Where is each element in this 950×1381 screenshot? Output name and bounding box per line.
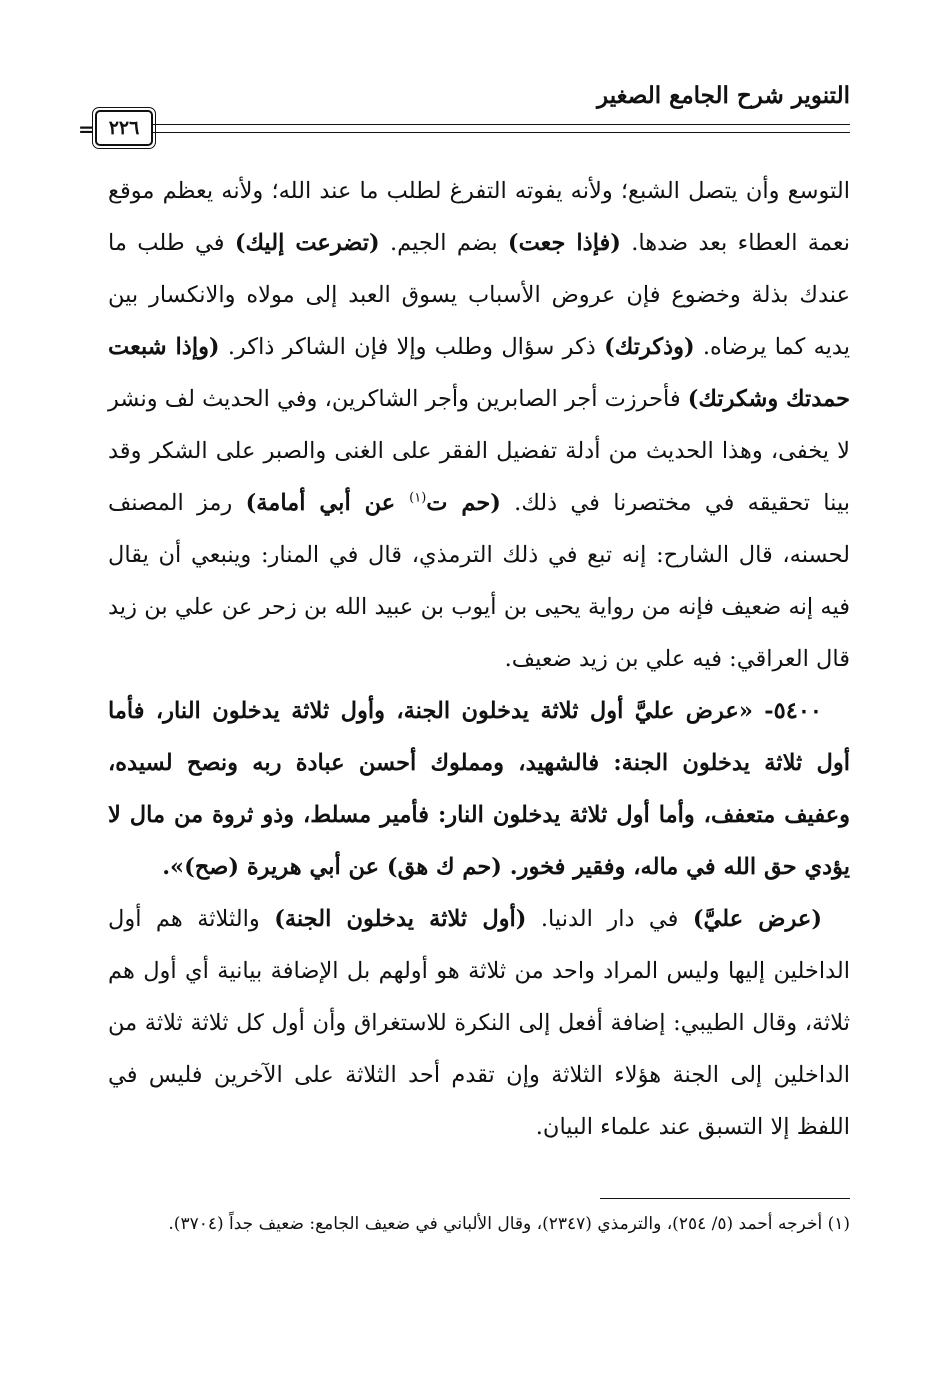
- footnote-marker: (١): [409, 490, 427, 506]
- main-text: [108, 165, 850, 1153]
- footnote-text: (١) أخرجه أحمد (٥/ ٢٥٤)، والترمذي (٢٣٤٧)، وقال الألباني في ضعيف الجامع: ضعيف جداً (٣٧٠٤).: [168, 1214, 850, 1234]
- header-double-rule: [152, 124, 850, 133]
- commentary-paragraph-1: [108, 165, 850, 685]
- source-reference: (حم ت: [426, 490, 501, 516]
- commentary-paragraph-2: [108, 893, 850, 1153]
- page-box-ornament: =: [78, 117, 95, 141]
- text-run: ذكر سؤال وطلب وإلا فإن الشاكر ذاكر.: [219, 334, 605, 360]
- quoted-phrase: (أول ثلاثة يدخلون الجنة): [274, 906, 527, 932]
- quoted-phrase: (عرض عليَّ): [692, 906, 822, 932]
- text-run: في دار الدنيا.: [526, 906, 693, 932]
- footnote-separator: [600, 1198, 850, 1199]
- source-reference: عن أبي أمامة): [245, 490, 410, 516]
- page-number-box: [95, 110, 153, 146]
- running-title: التنوير شرح الجامع الصغير: [597, 82, 850, 109]
- quoted-phrase: (وذكرتك): [604, 334, 695, 360]
- page-number: ٢٢٦: [108, 117, 140, 139]
- quoted-phrase: (وإذا شبعت حمدتك وشكرتك): [108, 334, 850, 412]
- text-run: رمز المصنف لحسنه، قال الشارح: إنه تبع في ذلك الترمذي، قال في المنار: وينبعي أن يقال فيه إنه ضعيف فإنه من رواية يحيى بن أيوب بن عبيد الله بن زحر عن علي بن زيد قال العراقي: فيه علي بن زيد ضعيف.: [108, 490, 850, 672]
- footnote: [108, 1208, 850, 1241]
- text-run: في طلب ما عندك بذلة وخضوع فإن عروض الأسباب يسوق العبد إلى مولاه والانكسار بين يديه كما يرضاه.: [108, 230, 850, 360]
- text-run: والثلاثة هم أول الداخلين إليها وليس المراد واحد من ثلاثة هو أولهم بل الإضافة بيانية أي أول هم ثلاثة، وقال الطيبي: إضافة أفعل إلى النكرة للاستغراق وأن أول كل ثلاثة ثلاثة من الداخلين إلى الجنة هؤلاء الثلاثة وإن تقدم أحد الثلاثة على الآخرين فليس في اللفظ إلا التسبق عند علماء البيان.: [108, 906, 850, 1140]
- text-run: بضم الجيم.: [379, 230, 508, 256]
- text-run: التوسع وأن يتصل الشبع؛ ولأنه يفوته التفرغ لطلب ما عند الله؛ ولأنه يعظم موقع نعمة العطاء بعد ضدها.: [108, 178, 850, 256]
- quoted-phrase: (تضرعت إليك): [234, 230, 380, 256]
- quoted-phrase: (فإذا جعت): [507, 230, 621, 256]
- text-run: فأحرزت أجر الصابرين وأجر الشاكرين، وفي الحديث لف ونشر لا يخفى، وهذا الحديث من أدلة تفضيل الفقر على الغنى والصبر على الشكر وقد بينا تحقيقه في مختصرنا في ذلك.: [108, 386, 850, 516]
- hadith-paragraph: ٥٤٠٠- «عرض عليَّ أول ثلاثة يدخلون الجنة، وأول ثلاثة يدخلون النار، فأما أول ثلاثة يدخلون الجنة: فالشهيد، ومملوك أحسن عبادة ربه ونصح لسيده، وعفيف متعفف، وأما أول ثلاثة يدخلون النار: فأمير مسلط، وذو ثروة من مال لا يؤدي حق الله في ماله، وفقير فخور. (حم ك هق) عن أبي هريرة (صح)».: [108, 698, 850, 880]
